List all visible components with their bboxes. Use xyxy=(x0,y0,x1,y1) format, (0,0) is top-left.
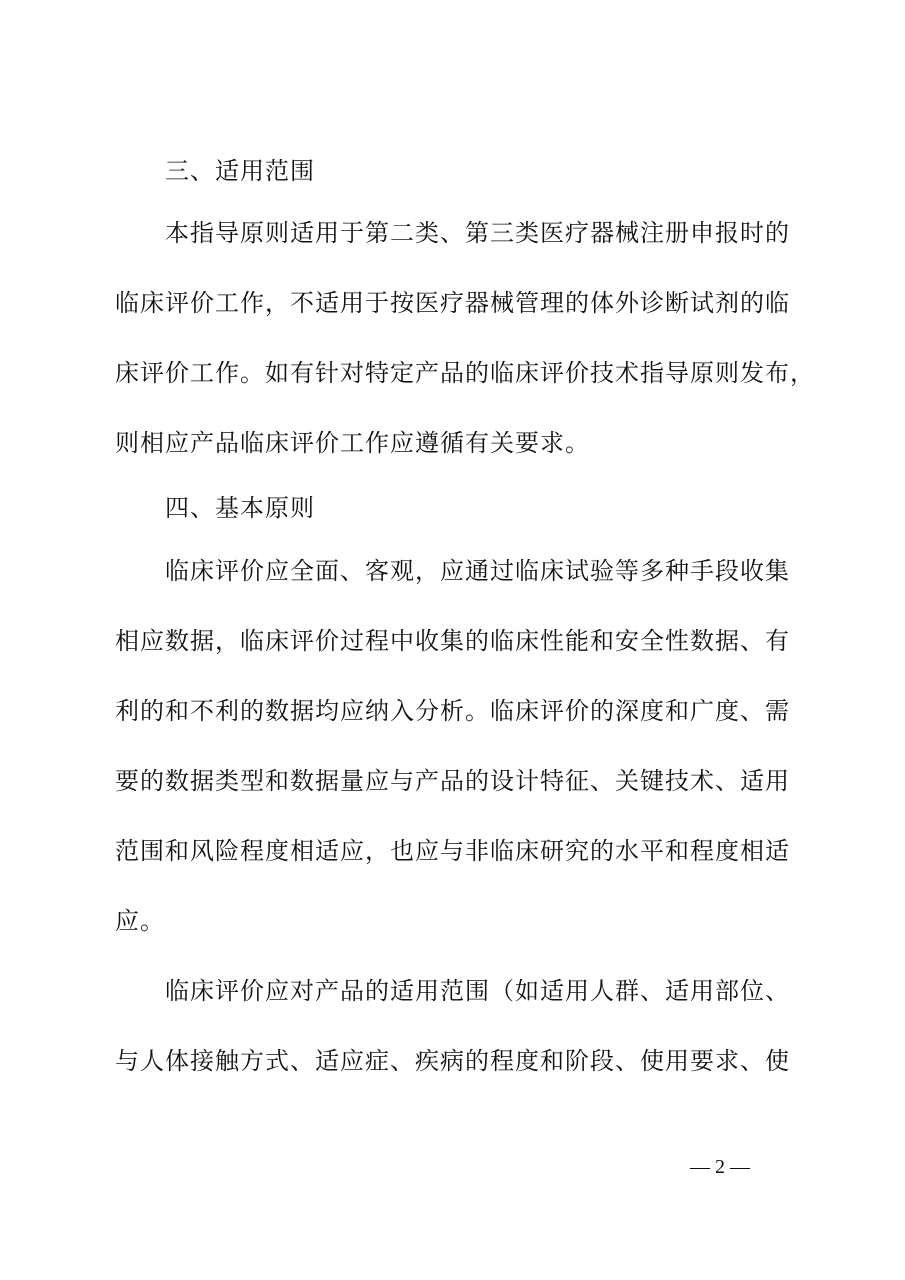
section-3-paragraph-line-4: 则相应产品临床评价工作应遵循有关要求。 xyxy=(115,429,590,457)
section-4-paragraph-1-line-6: 应。 xyxy=(115,907,165,935)
section-4-paragraph-1-line-3: 利的和不利的数据均应纳入分析。临床评价的深度和广度、需 xyxy=(115,697,790,725)
section-3-paragraph-line-1: 本指导原则适用于第二类、第三类医疗器械注册申报时的 xyxy=(165,219,790,247)
section-4-heading: 四、基本原则 xyxy=(165,494,315,522)
section-4-paragraph-1-line-5: 范围和风险程度相适应，也应与非临床研究的水平和程度相适 xyxy=(115,837,790,865)
section-3-heading: 三、适用范围 xyxy=(165,157,315,185)
section-4-paragraph-1-line-4: 要的数据类型和数据量应与产品的设计特征、关键技术、适用 xyxy=(115,767,790,795)
section-4-paragraph-2-line-2: 与人体接触方式、适应症、疾病的程度和阶段、使用要求、使 xyxy=(115,1047,790,1075)
section-3-paragraph-line-3: 床评价工作。如有针对特定产品的临床评价技术指导原则发布， xyxy=(115,359,815,387)
section-4-paragraph-1-line-2: 相应数据，临床评价过程中收集的临床性能和安全性数据、有 xyxy=(115,627,790,655)
section-3-paragraph-line-2: 临床评价工作，不适用于按医疗器械管理的体外诊断试剂的临 xyxy=(115,289,790,317)
section-4-paragraph-2-line-1: 临床评价应对产品的适用范围（如适用人群、适用部位、 xyxy=(165,977,790,1005)
page-number: — 2 — xyxy=(690,1156,750,1178)
section-4-paragraph-1-line-1: 临床评价应全面、客观，应通过临床试验等多种手段收集 xyxy=(165,557,790,585)
